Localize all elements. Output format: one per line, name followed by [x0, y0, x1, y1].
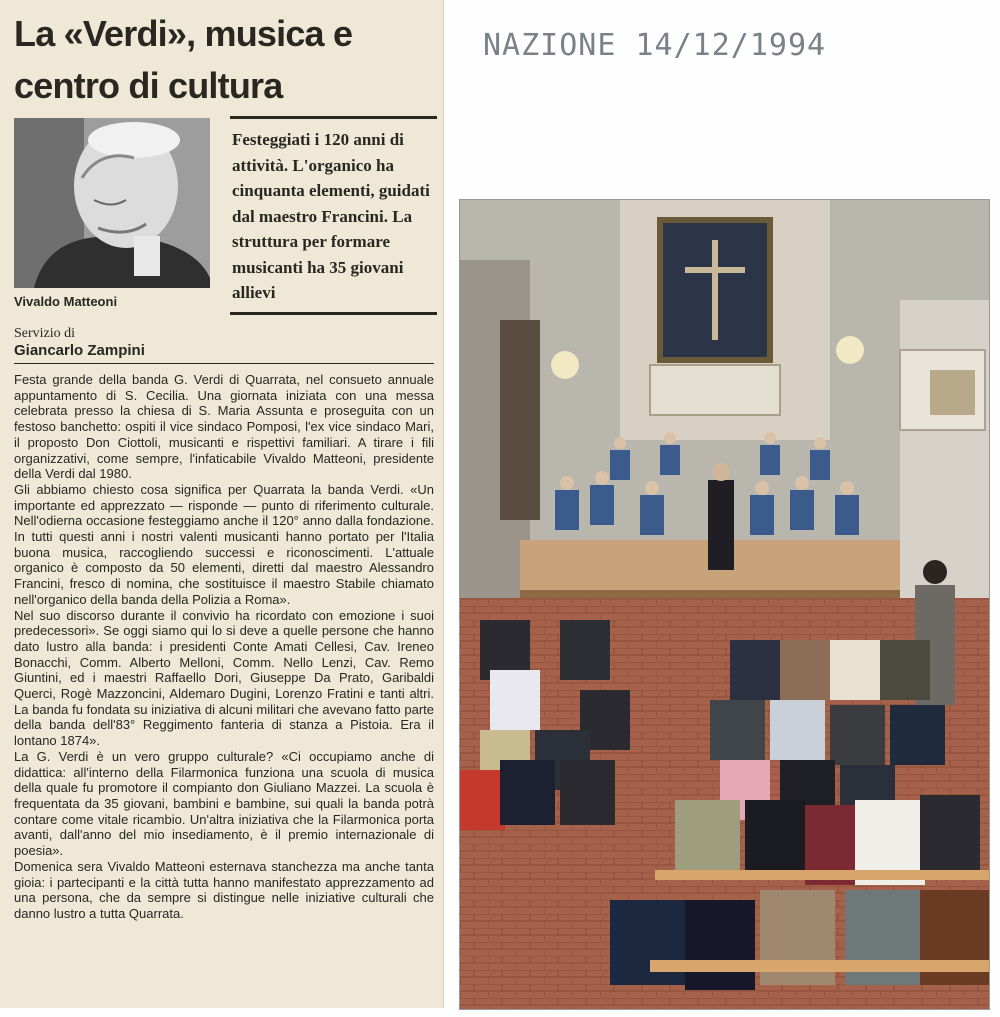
article-headline: La «Verdi», musica e centro di cultura	[14, 13, 353, 106]
portrait-caption: Vivaldo Matteoni	[14, 294, 118, 309]
portrait-photo	[14, 118, 210, 288]
church-concert-illustration	[460, 200, 989, 1009]
article-body	[14, 372, 434, 922]
article-paragraph: Gli abbiamo chiesto cosa significa per Quarrata la banda Verdi. «Un importante ed apprezzato — risponde — punto di riferimento culturale. Nell'odierna occasione festeggiamo anche il 120° anno dalla fondazione. In tutti questi anni i nostri valenti musicanti hanno portato per l'Italia buona musica, raccogliendo successi e riconoscimenti. L'attuale organico è composto da 50 elementi, diretti dal maestro Alessandro Francini, fresco di nomina, che sostituisce il maestro Stabile chiamato nell'organico della banda della Polizia a Roma».	[14, 481, 434, 607]
byline	[14, 325, 434, 364]
article-paragraph: Festa grande della banda G. Verdi di Quarrata, nel consueto annuale appuntamento di S. Cecilia. Una giornata iniziata con una messa celebrata presso la chiesa di S. Maria Assunta e proseguita con un festoso banchetto: ospiti il vice sindaco Pomposi, l'ex vice sindaco Mari, il proposto Don Ciottoli, musicanti e rispettivi familiari. A tirare i fili organizzativi, come sempre, l'infaticabile Vivaldo Matteoni, presidente della Verdi dal 1980.	[14, 372, 434, 482]
byline-label: Servizio di	[14, 326, 76, 341]
article-paragraph: Domenica sera Vivaldo Matteoni esternava stanchezza ma anche tanta gioia: i partecipanti e la città tutta hanno manifestato apprezzamento ad una persona, che da sempre si distingue nelle iniziative culturali che danno lustro a tutta Quarrata.	[14, 858, 434, 921]
handwritten-source-note: NAZIONE 14/12/1994	[483, 28, 827, 63]
article-subheadline: Festeggiati i 120 anni di attività. L'organico ha cinquanta elementi, guidati dal maestro Francini. La struttura per formare musicanti ha 35 giovani allievi	[230, 116, 437, 315]
byline-author: Giancarlo Zampini	[14, 342, 145, 359]
newspaper-clipping	[0, 0, 443, 1008]
concert-photo	[459, 199, 990, 1010]
article-paragraph: Nel suo discorso durante il convivio ha ricordato con emozione i suoi predecessori». Se oggi siamo qui lo si deve a quelle persone che hanno dato lustro alla banda: i presidenti Conte Amati Cellesi, Cav. Ireneo Bonacchi, Comm. Alberto Melloni, Comm. Nello Lenzi, Cav. Remo Giuntini, ed i maestri Raffaello Dori, Giuseppe Da Prato, Garibaldi Querci, Rogè Mazzoncini, Aldemaro Dugini, Lorenzo Fratini e tanti altri. La banda fu fondata su iniziativa di alcuni militari che avevano fatto parte della banda dell'83° Reggimento fanteria di stanza a Pistoia. Era il lontano 1874».	[14, 607, 434, 749]
article-paragraph: La G. Verdi è un vero gruppo culturale? «Ci occupiamo anche di didattica: all'interno della Filarmonica funziona una scuola di musica della quale fu promotore il compianto don Giuliano Mazzei. La scuola è frequentata da 35 giovani, bambini e bambine, sui quali la banda potrà contare come vitale ricambio. Un'altra iniziativa che la Filarmonica porta avanti, dall'anno del mio insediamento, è il premio internazionale di poesia».	[14, 748, 434, 859]
